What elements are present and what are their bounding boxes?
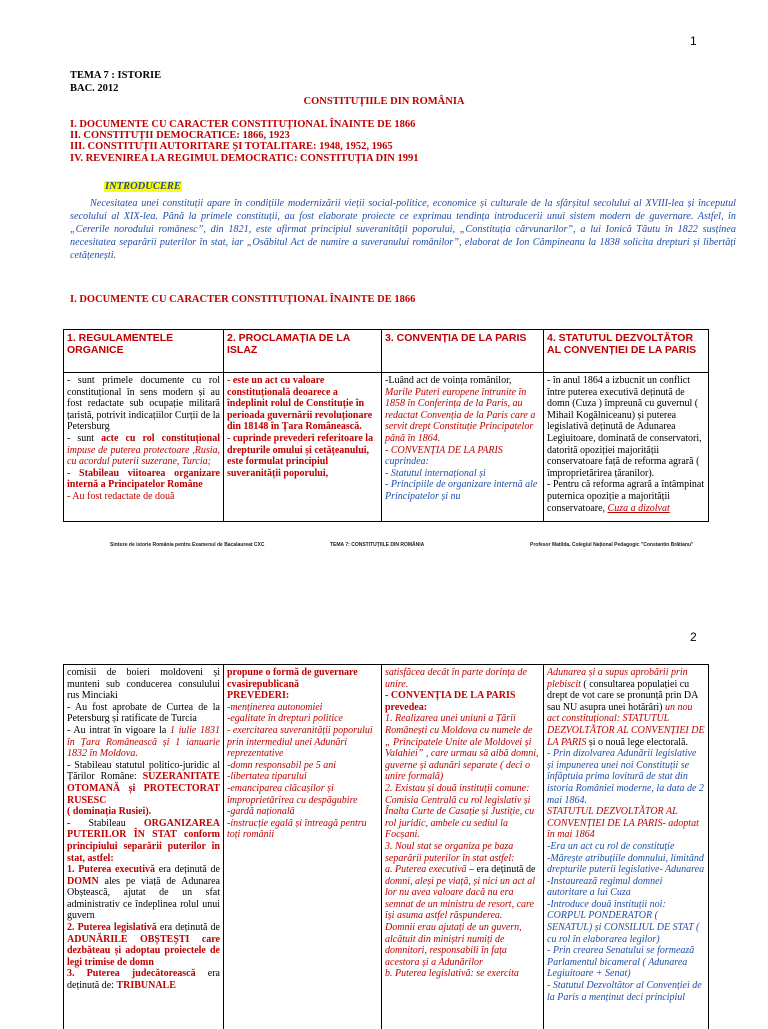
table-cell [224,373,382,522]
table-cell [544,665,709,1029]
text: a. Puterea executivă [385,864,467,875]
text: 1. Puterea executivă [67,864,155,875]
text: - Prin crearea Senatului se formează Parlamentul bicameral ( Adunarea Legiuitoare + Senat) [547,945,694,979]
text: - Pentru că reforma agrară a întâmpinat puternica opoziție a majorității conservatoare, [547,479,704,513]
footer-right: Profesor Matilda, Colegiul Național Pedagogic "Constantin Brătianu" [530,542,693,548]
text: 2. Existau și două instituții comune: Comisia Centrală cu rol legislativ și Înalta Curte de Casație și Justiție, cu rol juridic, ambele cu sediul la Focșani. [385,783,534,840]
text: 1 iulie 1831 în Țara Românească și 1 ianuarie 1832 în Moldova. [67,725,220,759]
intro-heading: INTRODUCERE [104,181,182,192]
text: 3. Puterea judecătorească [67,968,196,979]
text: - CONVENȚIA DE LA PARIS [385,445,503,456]
text: ( dominația Rusiei). [67,806,151,817]
documents-table-continued [63,664,709,1029]
footer-left: Sinteze de istorie România pentru Examenul de Bacalaureat CXC [110,542,265,548]
section-item: II. CONSTITUȚII DEMOCRATICE: 1866, 1923 [70,130,419,141]
text: era deținută de: [67,968,220,991]
text: SUZERANITATE OTOMANĂ și PROTECTORAT RUSESC [67,771,220,805]
list-item: -menținerea autonomiei [227,702,322,713]
table-row [64,373,709,522]
text: și o nouă lege electorală. [586,737,688,748]
table-cell [64,665,224,1029]
table-cell [382,665,544,1029]
list-item: -emanciparea clăcașilor și împroprietărirea cu despăgubire [227,783,358,806]
header-cell: 4. STATUTUL DEZVOLTĂTOR AL CONVENȚIEI DE LA PARIS [544,330,709,373]
text: Cuza a dizolvat [608,503,670,514]
text: – era deținută de [467,864,536,875]
text: DOMN [67,876,99,887]
text: PREVEDERI: [227,690,289,701]
text: impuse de puterea protectoare ,Rusia, cu acordul puterii suzerane, Turcia; [67,445,220,468]
page-gap [0,590,768,612]
sections-list [70,119,419,164]
text: Adunarea și a supus aprobării prin plebiscit [547,667,688,690]
bac-heading: BAC. 2012 [70,83,118,95]
text: un nou act constituțional: STATUTUL DEZVOLTĂTOR AL CONVENȚIEI DE LA PARIS [547,702,705,748]
text: - cuprinde prevederi referitoare la drepturile omului și cetățeanului, este formulat principiul suveranității poporului, [227,433,373,479]
section-item: I. DOCUMENTE CU CARACTER CONSTITUȚIONAL ÎNAINTE DE 1866 [70,119,419,130]
text: - CONVENȚIA DE LA PARIS prevedea: [385,690,515,713]
text: - Principiile de organizare internă ale Principatelor și nu [385,479,537,502]
text: acte cu rol constituțional [101,433,220,444]
text: 2. Puterea legislativă [67,922,157,933]
list-item: -libertatea tiparului [227,771,307,782]
text: - Au fost aprobate de Curtea de la Petersburg și ratificate de Turcia [67,702,220,725]
documents-table [63,329,709,522]
text: -Mărește atribuțiile domnului, limitând drepturile puterii legislative- Adunarea [547,853,704,876]
text: ADUNĂRILE OBȘTEȘTI care dezbăteau și adoptau proiectele de legi trimise de domn [67,934,220,968]
text: domni, aleși pe viață, și nici un act al lor nu avea valoare dacă nu era semnat de un ministru de resort, care își asuma astfel răspunderea. [385,876,535,922]
text: STATUTUL DEZVOLTĂTOR AL CONVENȚIEI DE LA PARIS- adoptat în mai 1864 [547,806,699,840]
page-number: 1 [690,34,697,48]
intro-paragraph: Necesitatea unei constituții apare în condițiile modernizării vieții social-politice, economice și culturale de la sfârșitul secolului al XVIII-lea și începutul secolului al XIX-lea. Până la primele constituții, au fost elaborate proiecte ce exprimau tendința introducerii unui sistem modern de guvernare. Astfel, în „Cererile norodului românesc”, din 1821, este afirmat principiul suveranității poporului, „Constituția cărvunarilor”, a lui Ionică Tăutu în 1822 susținea necesitatea separării puterilor în stat, iar „Osăbitul Act de numire a suveranului românilor”, elaborat de Ion Câmpineanu la 1838 solicita drepturi și libertăți cetățenești. [70,197,736,262]
text: -Instaurează regimul domnei autoritare a lui Cuza [547,876,662,899]
text: b. Puterea legislativă: se exercita [385,968,519,979]
text: - Stabileau statutul politico-juridic al Țărilor Române: [67,760,220,783]
text: TRIBUNALE [116,980,175,991]
text: - este un act cu valoare constituțională deoarece a îndeplinit rolul de Constituție în perioada guvernării revoluționare din 18148 în Țara Românească. [227,375,372,432]
text: cuprindea: [385,456,429,467]
text: Marile Puteri europene întrunite în 1858 în Conferința de la Paris, au redactat Convenția de la Paris care a servit drept Constituție Principatelor până în 1864. [385,387,535,444]
text: era deținută de [157,922,220,933]
text: - sunt [67,433,101,444]
header-cell: 1. REGULAMENTELE ORGANICE [64,330,224,373]
text: era deținută de [155,864,220,875]
text: - Stabileau viitoarea organizare internă a Principatelor Române [67,468,220,491]
text: - Au intrat în vigoare la [67,725,170,736]
table-row [64,665,709,1029]
section-item: IV. REVENIREA LA REGIMUL DEMOCRATIC: CONSTITUȚIA DIN 1991 [70,153,419,164]
text: ( consultarea populației cu drept de vot care se pronunță prin DA sau NU asupra unei hotărâri) [547,679,698,713]
text: - Stabileau [67,818,144,829]
text: propune o formă de guvernare cvasirepublicană [227,667,358,690]
header-cell: 3. CONVENȚIA DE LA PARIS [382,330,544,373]
text: - Au fost redactate de două [67,491,174,502]
table-header-row [64,330,709,373]
list-item: -domn responsabil pe 5 ani [227,760,336,771]
text: - Statutul Dezvoltător al Convenției de la Paris a menținut deci principiul [547,980,702,1003]
list-item: -instrucție egală și întreagă pentru toți românii [227,818,367,841]
text: - în anul 1864 a izbucnit un conflict între puterea executivă deținută de domn (Cuza ) împreună cu guvernul ( Mihail Kogălniceanu) și puterea legislativă deținută de Adunarea Legiuitoare, dominată de conservatori, datorită opoziției majorității conservatoare față de reforma agrară ( împroprietărirea țăranilor). [547,375,702,479]
table-cell [382,373,544,522]
text: Domnii erau ajutați de un guvern, alcătuit din miniștri numiți de domnitori, responsabili în fața acestora și a Adunărilor [385,922,522,968]
section-1-heading: I. DOCUMENTE CU CARACTER CONSTITUȚIONAL ÎNAINTE DE 1866 [70,294,415,305]
text: - sunt primele documente cu rol constituțional în sens modern și au fost redactate sub ocupație militară țaristă, potrivit indicațiilor Curții de la Petersburg [67,375,220,432]
footer-center: TEMA 7: CONSTITUȚIILE DIN ROMÂNIA [330,542,424,548]
table-cell [224,665,382,1029]
text: ORGANIZAREA PUTERILOR ÎN STAT conform principiului separării puterilor în stat, astfel: [67,818,220,864]
text: satisfăcea decât în parte dorința de unire. [385,667,527,690]
text: comisii de boieri moldoveni și munteni sub conducerea consulului rus Minciaki [67,667,220,701]
text: -Era un act cu rol de constituție [547,841,674,852]
header-cell: 2. PROCLAMAȚIA DE LA ISLAZ [224,330,382,373]
text: ales pe viață de Adunarea Obștească, ajutat de un sfat administrativ ce îndeplinea rolul unui guvern [67,876,220,922]
list-item: -egalitate în drepturi politice [227,713,343,724]
table-cell [544,373,709,522]
tema-heading: TEMA 7 : ISTORIE [70,70,161,82]
text: -Luând act de voința românilor, [385,375,512,386]
list-item: -gardă națională [227,806,295,817]
section-item: III. CONSTITUȚII AUTORITARE ȘI TOTALITARE: 1948, 1952, 1965 [70,141,419,152]
text: 3. Noul stat se organiza pe baza separării puterilor în stat astfel: [385,841,514,864]
table-cell [64,373,224,522]
text: 1. Realizarea unei uniuni a Țării Românești cu Moldova cu numele de „ Principatele Unite ale Moldovei și Valahiei” , care urmau să aibă domni, guverne și adunări separate ( deci o unire formală) [385,713,539,782]
page-number: 2 [690,630,697,644]
text: - Statutul internațional și [385,468,486,479]
list-item: - exercitarea suveranității poporului prin intermediul unei Adunări reprezentative [227,725,373,759]
document-title: CONSTITUȚIILE DIN ROMÂNIA [0,96,768,107]
text: -Introduce două instituții noi: CORPUL PONDERATOR ( SENATUL) și CONSILIUL DE STAT ( cu rol în elaborarea legilor) [547,899,699,945]
text: - Prin dizolvarea Adunării legislative și impunerea unei noi Constituții se înfăptuia prima lovitură de stat din istoria României moderne, la data de 2 mai 1864. [547,748,704,805]
